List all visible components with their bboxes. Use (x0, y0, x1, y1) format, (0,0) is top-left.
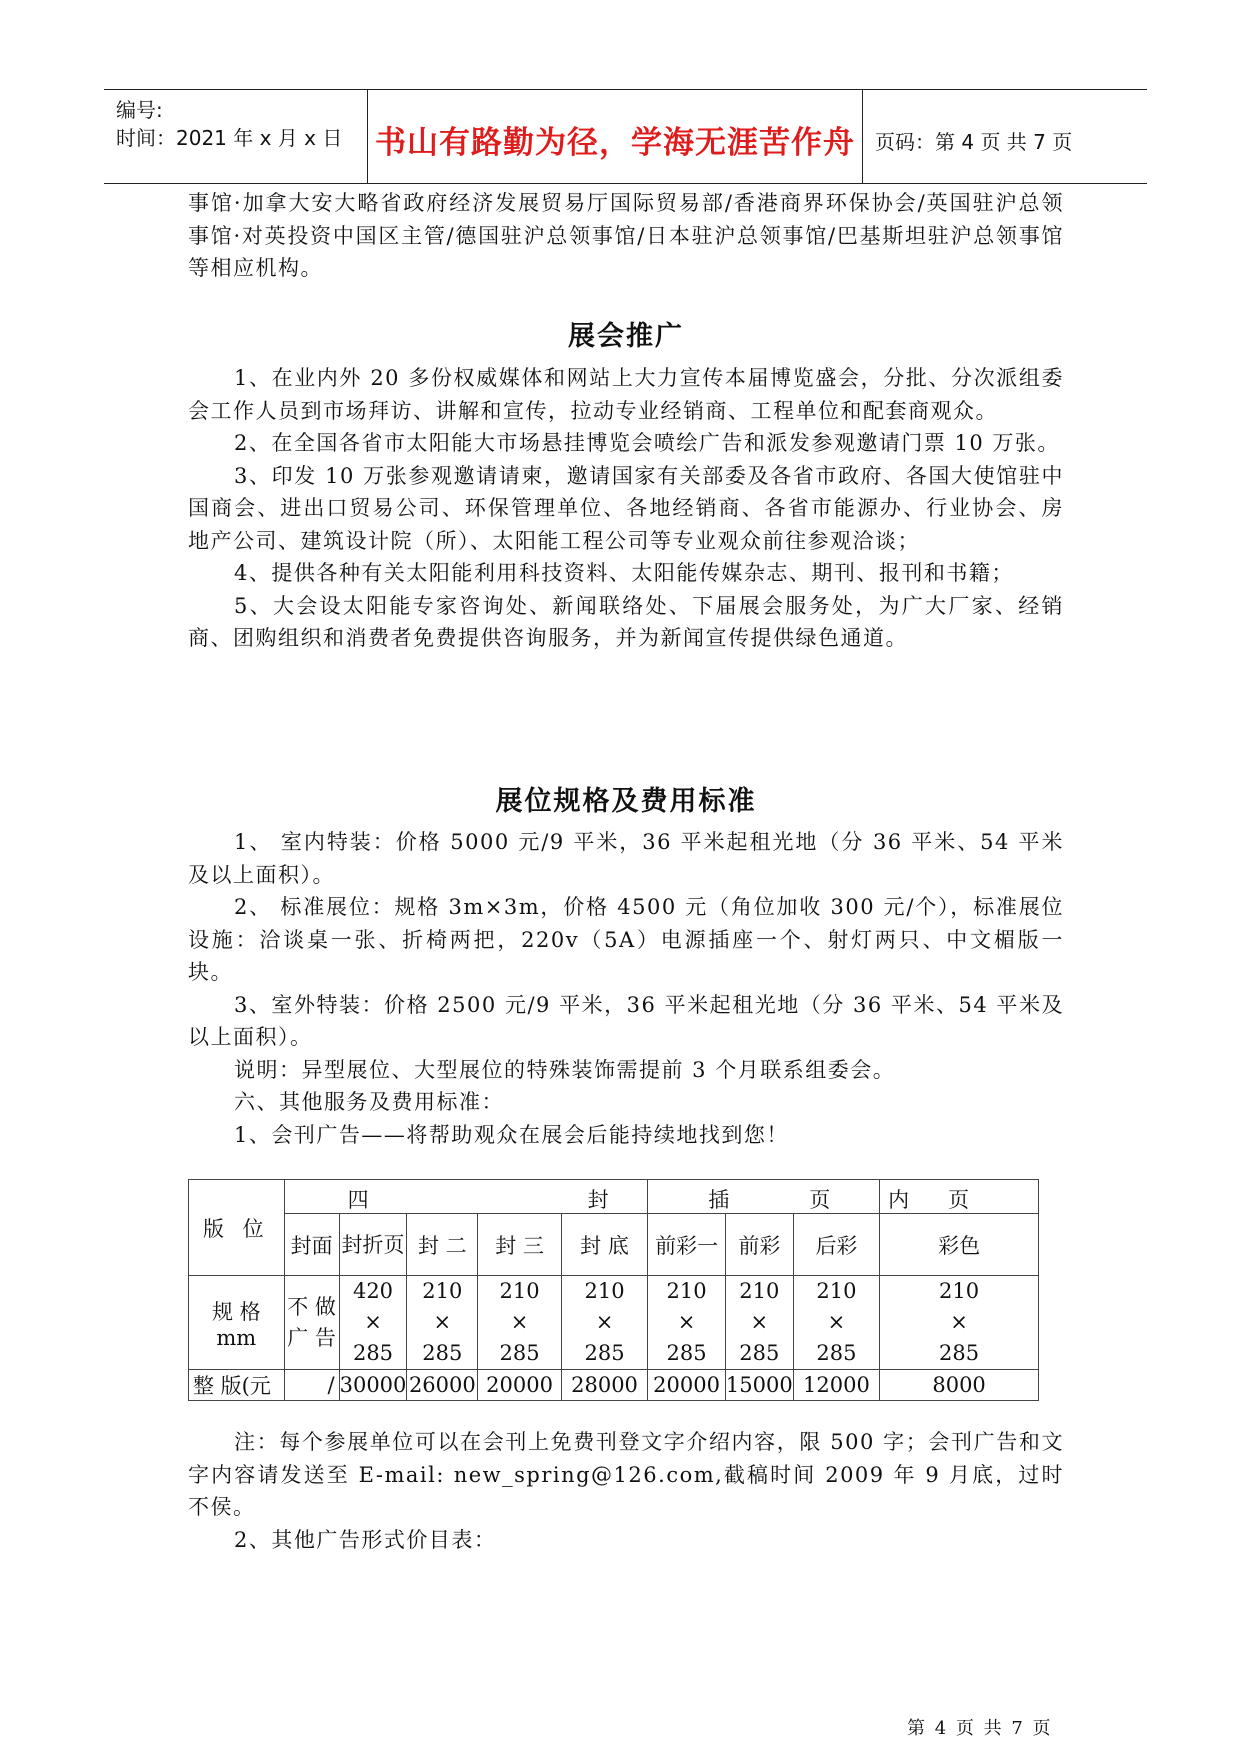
size-height: 285 (422, 1341, 463, 1365)
intro-paragraph: 事馆·加拿大安大略省政府经济发展贸易厅国际贸易部/香港商界环保协会/英国驻沪总领事馆·对英投资中国区主管/德国驻沪总领事馆/日本驻沪总领事馆/巴基斯坦驻沪总领事馆等相应机构。 (188, 191, 1064, 280)
size-times: × (510, 1310, 529, 1334)
row-header-size: 规 格 mm (189, 1276, 285, 1370)
column-header: 彩色 (880, 1214, 1039, 1276)
column-header: 封 底 (561, 1214, 647, 1276)
fees-item: 3、室外特装：价格 2500 元/9 平米，36 平米起租光地（分 36 平米、54 平米及以上面积）。 (188, 992, 1064, 1049)
size-height: 285 (739, 1341, 780, 1365)
price-cell: 30000 (339, 1370, 407, 1401)
size-width: 210 (739, 1279, 780, 1303)
promotion-item: 5、大会设太阳能专家咨询处、新闻联络处、下届展会服务处，为广大厂家、经销商、团购组织和消费者免费提供咨询服务，并为新闻宣传提供绿色通道。 (188, 593, 1064, 650)
size-cell (478, 1276, 562, 1370)
group-inner-a: 内 (888, 1188, 910, 1212)
size-width: 210 (666, 1279, 707, 1303)
group-insert-pages (648, 1180, 880, 1214)
size-width: 210 (422, 1279, 463, 1303)
size-width: 420 (352, 1279, 394, 1303)
group-four-covers (284, 1180, 648, 1214)
size-times: × (364, 1310, 382, 1334)
size-cell (880, 1276, 1039, 1370)
group-inner-b: 页 (948, 1188, 970, 1212)
ad-price-table (188, 1179, 1039, 1401)
price-cell: 8000 (880, 1370, 1039, 1401)
size-width: 210 (816, 1279, 857, 1303)
promotion-list (188, 362, 1064, 655)
group-inner-pages (880, 1180, 1039, 1214)
size-height: 285 (352, 1341, 394, 1365)
intro-paragraph-block (188, 187, 1064, 285)
column-header: 封 二 (407, 1214, 478, 1276)
fees-item: 1、 室内特装：价格 5000 元/9 平米，36 平米起租光地（分 36 平米、54 平米及以上面积）。 (188, 830, 1064, 887)
column-header: 封折页 (339, 1214, 407, 1276)
group-insert-a: 插 (708, 1188, 730, 1212)
size-height: 285 (499, 1341, 540, 1365)
size-cell (561, 1276, 647, 1370)
size-height: 285 (816, 1341, 857, 1365)
column-header: 封 三 (478, 1214, 562, 1276)
size-height: 285 (666, 1341, 707, 1365)
price-cell: 12000 (793, 1370, 879, 1401)
document-time-label: 时间：2021 年 x 月 x 日 (116, 126, 343, 150)
column-header: 封面 (284, 1214, 339, 1276)
table-row (189, 1180, 1039, 1214)
price-cell: / (284, 1370, 339, 1401)
note-paragraph: 注：每个参展单位可以在会刊上免费刊登文字介绍内容，限 500 字；会刊广告和文字内容请发送至 E-mail: new_spring@126.com,截稿时间 2009 年 9 月底，过时不侯。 (188, 1430, 1064, 1519)
size-height: 285 (584, 1341, 625, 1365)
document-number-label: 编号: (116, 98, 163, 122)
promotion-item: 4、提供各种有关太阳能利用科技资料、太阳能传媒杂志、期刊、报刊和书籍； (234, 561, 1014, 585)
size-times: × (950, 1310, 968, 1334)
group-four-covers-a: 四 (347, 1188, 369, 1212)
size-cell (725, 1276, 793, 1370)
column-header: 前彩一 (648, 1214, 726, 1276)
table-row (189, 1370, 1039, 1401)
size-cell (407, 1276, 478, 1370)
column-header: 后彩 (793, 1214, 879, 1276)
size-cell (339, 1276, 407, 1370)
header-meta-cell (104, 90, 368, 183)
note-block (188, 1426, 1064, 1556)
price-cell: 15000 (725, 1370, 793, 1401)
fees-item: 1、会刊广告——将帮助观众在展会后能持续地找到您！ (234, 1122, 789, 1147)
page-footer: 第 4 页 共 7 页 (907, 1718, 1053, 1739)
column-header: 前彩 (725, 1214, 793, 1276)
header-motto: 书山有路勤为径，学海无涯苦作舟 (375, 125, 855, 161)
fees-item: 六、其他服务及费用标准： (234, 1090, 504, 1114)
size-times: × (750, 1310, 769, 1334)
size-cell-no-ad (284, 1276, 339, 1370)
row-header-position: 版 位 (189, 1180, 285, 1276)
header-page-cell (863, 90, 1147, 183)
page-header (104, 89, 1147, 184)
header-page-number: 页码：第 4 页 共 7 页 (875, 130, 1073, 154)
size-width: 210 (584, 1279, 625, 1303)
size-cell (793, 1276, 879, 1370)
price-cell: 20000 (648, 1370, 726, 1401)
size-width: 210 (939, 1279, 980, 1303)
price-cell: 20000 (478, 1370, 562, 1401)
promotion-item: 1、在业内外 20 多份权威媒体和网站上大力宣传本届博览盛会，分批、分次派组委会工作人员到市场拜访、讲解和宣传，拉动专业经销商、工程单位和配套商观众。 (188, 366, 1064, 423)
size-times: × (433, 1310, 452, 1334)
section-title-promotion: 展会推广 (568, 321, 684, 352)
fees-list (188, 826, 1064, 1151)
size-times: × (677, 1310, 696, 1334)
group-insert-b: 页 (809, 1188, 831, 1212)
size-cell (648, 1276, 726, 1370)
size-height: 285 (939, 1341, 980, 1365)
no-ad-line: 广 告 (287, 1325, 336, 1350)
price-cell: 26000 (407, 1370, 478, 1401)
fees-item: 说明：异型展位、大型展位的特殊装饰需提前 3 个月联系组委会。 (234, 1057, 896, 1082)
size-times: × (827, 1310, 846, 1334)
row-header-price: 整 版(元 (189, 1370, 285, 1401)
promotion-item: 3、印发 10 万张参观邀请请柬，邀请国家有关部委及各省市政府、各国大使馆驻中国商会、进出口贸易公司、环保管理单位、各地经销商、各省市能源办、行业协会、房地产公司、建筑设计院（所）、太阳能工程公司等专业观众前往参观洽谈； (188, 463, 1064, 553)
header-motto-cell (368, 90, 863, 183)
table-row (189, 1276, 1039, 1370)
promotion-item: 2、在全国各省市太阳能大市场悬挂博览会喷绘广告和派发参观邀请门票 10 万张。 (234, 431, 1060, 455)
price-cell: 28000 (561, 1370, 647, 1401)
size-times: × (595, 1310, 614, 1334)
size-width: 210 (499, 1279, 540, 1303)
table-row (189, 1214, 1039, 1276)
section-title-fees: 展位规格及费用标准 (495, 786, 757, 817)
fees-item: 2、 标准展位：规格 3m×3m，价格 4500 元（角位加收 300 元/个），标准展位设施：洽谈桌一张、折椅两把，220v（5A）电源插座一个、射灯两只、中文楣版一块。 (188, 895, 1064, 984)
other-ads-paragraph: 2、其他广告形式价目表： (234, 1527, 497, 1552)
no-ad-line: 不 做 (287, 1294, 336, 1319)
group-four-covers-b: 封 (587, 1188, 609, 1212)
